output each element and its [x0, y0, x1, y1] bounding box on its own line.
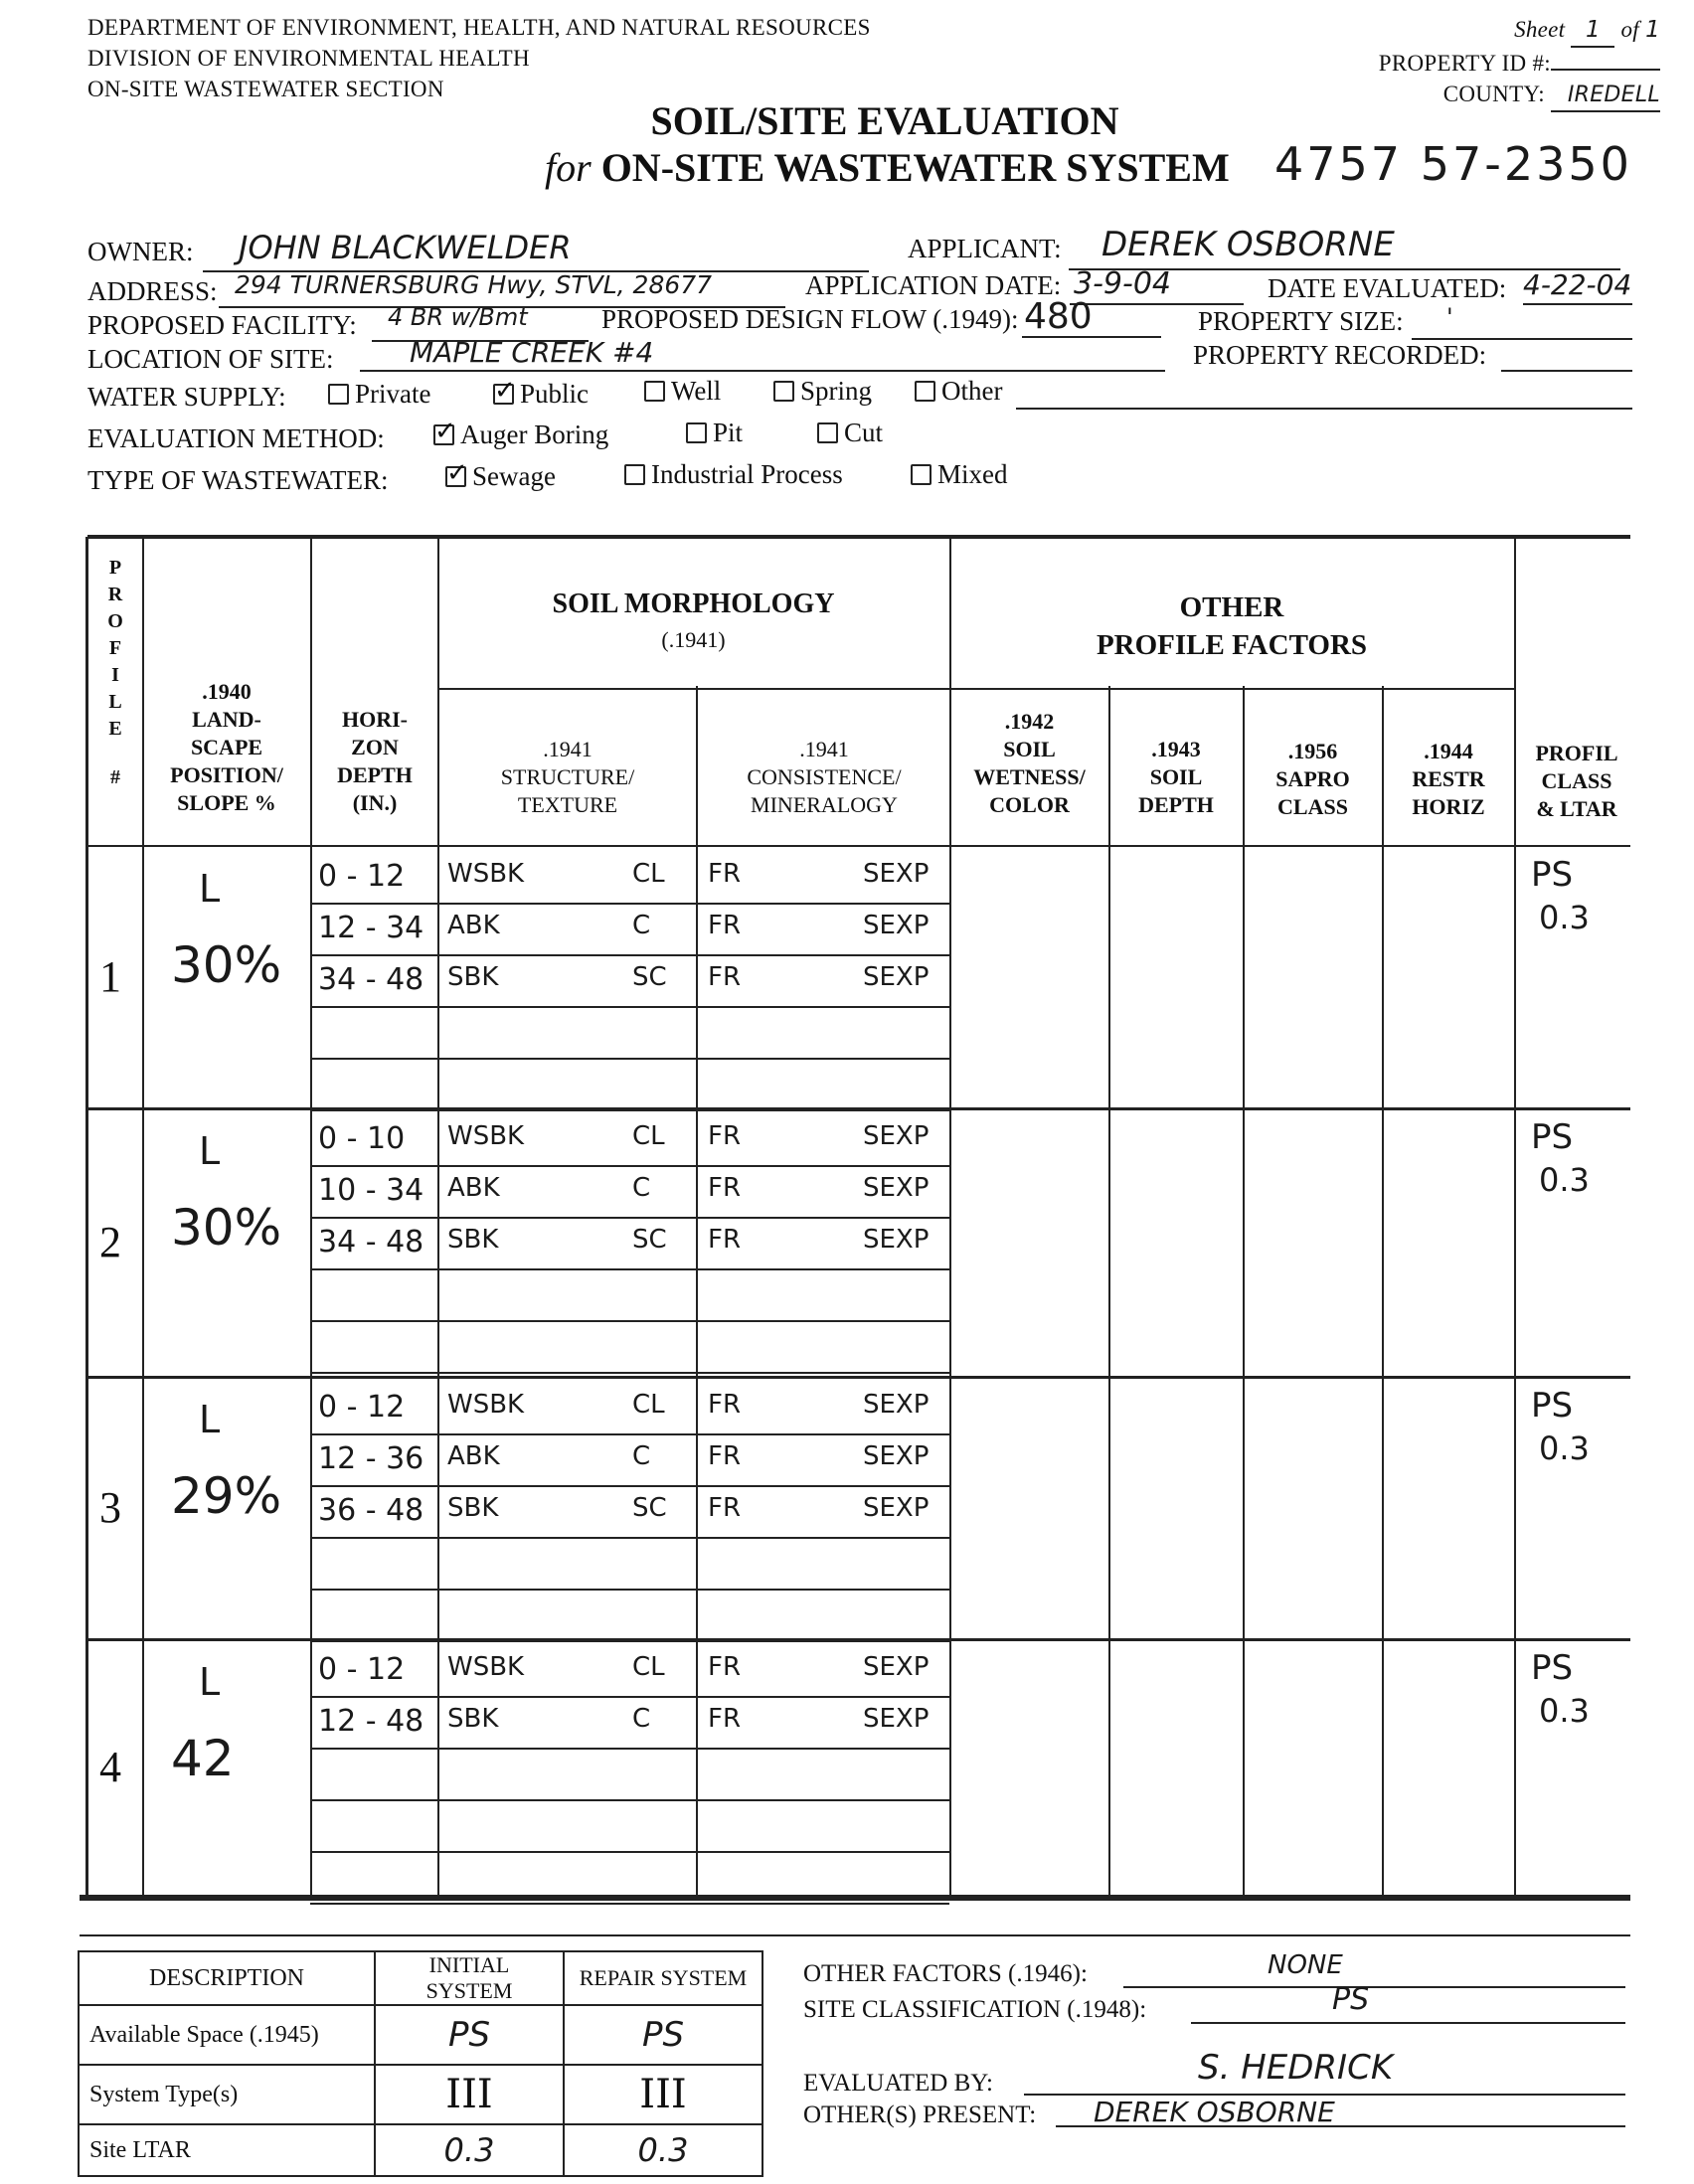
profile-ltar: 0.3	[1539, 899, 1590, 936]
date-evaluated-value: 4-22-04	[1523, 268, 1632, 301]
date-evaluated-label: DATE EVALUATED:	[1268, 273, 1507, 303]
water-option-spring[interactable]: Spring	[773, 376, 872, 407]
consistence: FR	[708, 1173, 742, 1203]
checkbox[interactable]	[328, 384, 349, 405]
horizon-depth: 0 - 10	[318, 1121, 406, 1156]
dept-line: DEPARTMENT OF ENVIRONMENT, HEALTH, AND NATURAL RESOURCES	[87, 15, 871, 40]
soil-morphology-header: SOIL MORPHOLOGY (.1941)	[552, 588, 835, 652]
owner-label: OWNER:	[87, 237, 194, 266]
structure: ABK	[447, 1441, 500, 1471]
horizon-depth: 36 - 48	[318, 1493, 424, 1528]
structure: WSBK	[447, 1390, 525, 1420]
structure: WSBK	[447, 1652, 525, 1682]
consistence: FR	[708, 962, 742, 992]
structure: SBK	[447, 1704, 499, 1734]
application-date-label: APPLICATION DATE:	[805, 270, 1062, 300]
horizon-depth: 0 - 12	[318, 1390, 406, 1425]
checkbox-checked[interactable]	[433, 424, 454, 445]
horizon-depth: 10 - 34	[318, 1173, 424, 1208]
texture: SC	[632, 1493, 667, 1523]
consistence: FR	[708, 911, 742, 940]
checkbox[interactable]	[817, 422, 838, 443]
county-value: IREDELL	[1551, 80, 1660, 112]
property-id-label: PROPERTY ID #:	[1378, 51, 1551, 76]
form-subtitle: for ON-SITE WASTEWATER SYSTEM	[545, 145, 1230, 190]
repair-system-header: REPAIR SYSTEM	[564, 1951, 762, 2005]
horizon-depth-header: HORI- ZON DEPTH (IN.)	[337, 707, 413, 815]
profile-number: 1	[99, 952, 121, 1001]
texture: C	[632, 911, 651, 940]
mineralogy: SEXP	[863, 1652, 930, 1682]
dept-line: DIVISION OF ENVIRONMENTAL HEALTH	[87, 46, 530, 71]
evaluated-by-label: EVALUATED BY:	[803, 2070, 993, 2097]
property-size-label: PROPERTY SIZE:	[1198, 306, 1404, 336]
form-title: SOIL/SITE EVALUATION	[650, 98, 1119, 143]
available-space-repair: PS	[564, 2005, 762, 2065]
slope-percent: 30%	[171, 1199, 282, 1257]
profile-ltar: 0.3	[1539, 1429, 1590, 1467]
checkbox[interactable]	[911, 464, 932, 485]
system-type-initial: III	[375, 2065, 564, 2124]
consistence: FR	[708, 1704, 742, 1734]
other-factors-value: NONE	[1268, 1950, 1343, 1980]
consistence: FR	[708, 1390, 742, 1420]
profile-number: 2	[99, 1218, 121, 1266]
consistence: FR	[708, 1225, 742, 1255]
system-type-label: System Type(s)	[79, 2065, 375, 2124]
profile-ltar: 0.3	[1539, 1692, 1590, 1730]
structure: WSBK	[447, 1121, 525, 1151]
checkbox[interactable]	[644, 381, 665, 402]
owner-value: JOHN BLACKWELDER	[239, 229, 572, 266]
profile-class: PS	[1531, 1648, 1574, 1688]
texture: CL	[632, 1121, 665, 1151]
slope-percent: 30%	[171, 936, 282, 994]
location-value: MAPLE CREEK #4	[410, 336, 654, 369]
evaluation-method-label: EVALUATION METHOD:	[87, 423, 385, 453]
others-present-value: DEREK OSBORNE	[1094, 2096, 1335, 2128]
checkbox[interactable]	[686, 422, 707, 443]
water-supply-label: WATER SUPPLY:	[87, 382, 286, 412]
checkbox-checked[interactable]	[445, 466, 466, 487]
horizon-depth: 0 - 12	[318, 859, 406, 894]
structure: ABK	[447, 911, 500, 940]
other-factors-label: OTHER FACTORS (.1946):	[803, 1960, 1088, 1987]
checkbox[interactable]	[624, 464, 645, 485]
profile-class: PS	[1531, 855, 1574, 895]
others-present-label: OTHER(S) PRESENT:	[803, 2101, 1037, 2128]
checkbox[interactable]	[915, 381, 935, 402]
proposed-facility-value: 4 BR w/Bmt	[388, 303, 528, 331]
sapro-class-header: .1956 SAPRO CLASS	[1275, 739, 1350, 819]
texture: SC	[632, 962, 667, 992]
other-profile-factors-header: OTHER PROFILE FACTORS	[1096, 591, 1368, 661]
landscape-position: L	[199, 1398, 221, 1441]
profile-number: 4	[99, 1743, 121, 1791]
sheet-label: Sheet	[1514, 17, 1566, 42]
water-option-private[interactable]: Private	[328, 379, 430, 410]
eval-option-auger[interactable]: ✓ Auger Boring	[433, 420, 608, 450]
applicant-value: DEREK OSBORNE	[1101, 225, 1395, 264]
wastewater-option-sewage[interactable]: ✓ Sewage	[445, 461, 556, 492]
structure: SBK	[447, 1225, 499, 1255]
profile-number-header: P R O F I L E #	[107, 557, 123, 788]
eval-option-cut[interactable]: Cut	[817, 418, 883, 448]
texture: C	[632, 1704, 651, 1734]
address-label: ADDRESS:	[87, 276, 218, 306]
landscape-position: L	[199, 1660, 221, 1704]
consistence: FR	[708, 1652, 742, 1682]
slope-percent: 29%	[171, 1467, 282, 1525]
slope-percent: 42	[171, 1730, 235, 1787]
horizon-depth: 12 - 36	[318, 1441, 424, 1476]
mineralogy: SEXP	[863, 1704, 930, 1734]
mineralogy: SEXP	[863, 859, 930, 889]
texture: C	[632, 1441, 651, 1471]
profile-number: 3	[99, 1483, 121, 1532]
wastewater-option-industrial[interactable]: Industrial Process	[624, 459, 843, 490]
location-label: LOCATION OF SITE:	[87, 344, 334, 374]
checkbox-checked[interactable]	[493, 384, 514, 405]
texture: CL	[632, 1652, 665, 1682]
horizon-depth: 34 - 48	[318, 1225, 424, 1260]
system-type-repair: III	[564, 2065, 762, 2124]
texture: SC	[632, 1225, 667, 1255]
water-option-public[interactable]: ✓ Public	[493, 379, 589, 410]
water-option-other[interactable]: Other	[915, 376, 1002, 407]
of-label: of	[1620, 17, 1639, 42]
horizon-depth: 12 - 34	[318, 911, 424, 945]
profile-ltar: 0.3	[1539, 1161, 1590, 1199]
sheet-number: 1	[1571, 15, 1614, 48]
consistence: FR	[708, 1121, 742, 1151]
profile-class: PS	[1531, 1117, 1574, 1157]
structure: ABK	[447, 1173, 500, 1203]
soil-wetness-header: .1942 SOIL WETNESS/ COLOR	[973, 709, 1086, 817]
available-space-initial: PS	[375, 2005, 564, 2065]
design-flow-value: 480	[1024, 296, 1093, 337]
consistence: FR	[708, 859, 742, 889]
mineralogy: SEXP	[863, 911, 930, 940]
site-ltar-repair: 0.3	[564, 2124, 762, 2176]
mineralogy: SEXP	[863, 1173, 930, 1203]
structure: WSBK	[447, 859, 525, 889]
horizon-depth: 0 - 12	[318, 1652, 406, 1687]
evaluated-by-value: S. HEDRICK	[1198, 2048, 1394, 2088]
landscape-position: L	[199, 867, 221, 911]
horizon-depth: 34 - 48	[318, 962, 424, 997]
application-date-value: 3-9-04	[1074, 266, 1171, 301]
landscape-position: L	[199, 1129, 221, 1173]
mineralogy: SEXP	[863, 1121, 930, 1151]
profile-class: PS	[1531, 1386, 1574, 1426]
landscape-header: .1940 LAND- SCAPE POSITION/ SLOPE %	[170, 679, 283, 815]
department-header	[87, 12, 871, 104]
structure: SBK	[447, 962, 499, 992]
site-classification-value: PS	[1332, 1982, 1370, 2017]
mineralogy: SEXP	[863, 962, 930, 992]
site-ltar-initial: 0.3	[375, 2124, 564, 2176]
texture: CL	[632, 1390, 665, 1420]
mineralogy: SEXP	[863, 1493, 930, 1523]
description-header: DESCRIPTION	[79, 1951, 375, 2005]
soil-depth-header: .1943 SOIL DEPTH	[1138, 737, 1214, 817]
horizon-depth: 12 - 48	[318, 1704, 424, 1739]
property-size-value: '	[1446, 303, 1453, 331]
initial-system-header: INITIAL SYSTEM	[375, 1951, 564, 2005]
applicant-label: APPLICANT:	[908, 234, 1062, 263]
property-recorded-label: PROPERTY RECORDED:	[1193, 340, 1487, 370]
dept-line: ON-SITE WASTEWATER SECTION	[87, 77, 444, 101]
consistence: FR	[708, 1441, 742, 1471]
proposed-facility-label: PROPOSED FACILITY:	[87, 310, 357, 340]
consistence-mineralogy-header: .1941 CONSISTENCE/ MINERALOGY	[747, 737, 902, 817]
structure-texture-header: .1941 STRUCTURE/ TEXTURE	[500, 737, 635, 817]
site-ltar-label: Site LTAR	[79, 2124, 375, 2176]
wastewater-type-label: TYPE OF WASTEWATER:	[87, 465, 389, 495]
sheet-total: 1	[1645, 17, 1660, 43]
county-label: COUNTY:	[1442, 82, 1545, 106]
available-space-label: Available Space (.1945)	[79, 2005, 375, 2065]
sheet-info	[1332, 14, 1660, 112]
system-summary-table	[78, 1950, 763, 2177]
profile-class-header: PROFIL CLASS & LTAR	[1535, 741, 1618, 821]
water-option-well[interactable]: Well	[644, 376, 721, 407]
mineralogy: SEXP	[863, 1225, 930, 1255]
restr-horiz-header: .1944 RESTR HORIZ	[1412, 739, 1485, 819]
address-value: 294 TURNERSBURG Hwy, STVL, 28677	[235, 270, 713, 299]
texture: C	[632, 1173, 651, 1203]
wastewater-option-mixed[interactable]: Mixed	[911, 459, 1008, 490]
checkbox[interactable]	[773, 381, 794, 402]
consistence: FR	[708, 1493, 742, 1523]
texture: CL	[632, 859, 665, 889]
handwritten-parcel-id: 4757 57-2350	[1274, 137, 1632, 191]
mineralogy: SEXP	[863, 1390, 930, 1420]
mineralogy: SEXP	[863, 1441, 930, 1471]
site-classification-label: SITE CLASSIFICATION (.1948):	[803, 1996, 1147, 2023]
eval-option-pit[interactable]: Pit	[686, 418, 743, 448]
structure: SBK	[447, 1493, 499, 1523]
design-flow-label: PROPOSED DESIGN FLOW (.1949):	[601, 304, 1019, 334]
